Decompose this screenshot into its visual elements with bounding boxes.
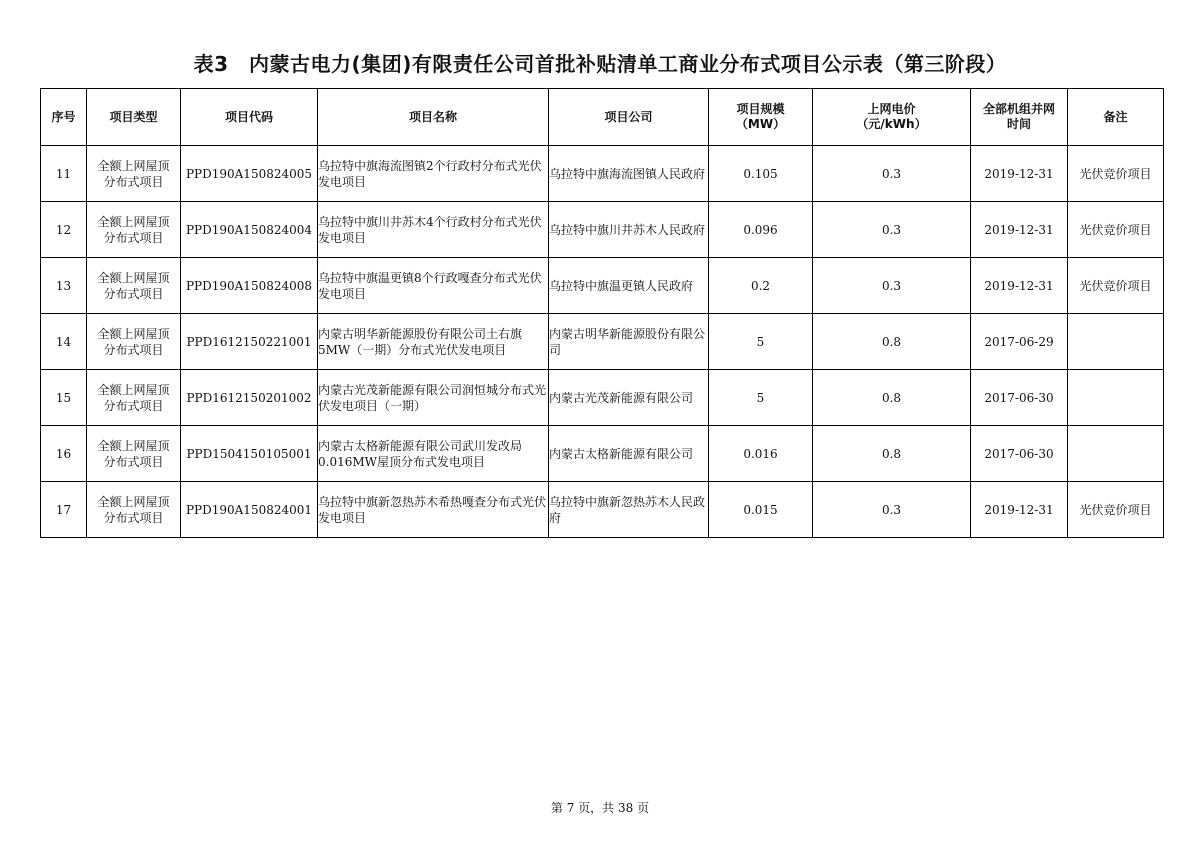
cell-type-line1: 全额上网屋顶 (97, 270, 170, 285)
cell-type (87, 146, 181, 202)
cell-code: PPD190A150824005 (181, 146, 318, 202)
cell-type (87, 370, 181, 426)
cell-price: 0.3 (813, 258, 971, 314)
header-row (41, 89, 1164, 146)
header-scale (709, 89, 813, 146)
cell-price: 0.3 (813, 482, 971, 538)
cell-code: PPD190A150824004 (181, 202, 318, 258)
cell-seq: 11 (41, 146, 87, 202)
cell-type-line1: 全额上网屋顶 (97, 382, 170, 397)
cell-seq: 17 (41, 482, 87, 538)
table-row (41, 370, 1164, 426)
cell-scale: 5 (709, 370, 813, 426)
cell-company: 内蒙古太格新能源有限公司 (549, 426, 709, 482)
cell-scale: 0.096 (709, 202, 813, 258)
project-table (40, 88, 1164, 538)
cell-name: 乌拉特中旗川井苏木4个行政村分布式光伏发电项目 (318, 202, 549, 258)
header-time-line2: 时间 (1006, 117, 1031, 131)
cell-seq: 12 (41, 202, 87, 258)
cell-scale: 0.016 (709, 426, 813, 482)
header-type: 项目类型 (87, 89, 181, 146)
cell-time: 2019-12-31 (971, 482, 1068, 538)
cell-scale: 0.2 (709, 258, 813, 314)
cell-time: 2017-06-30 (971, 370, 1068, 426)
cell-type (87, 258, 181, 314)
header-name: 项目名称 (318, 89, 549, 146)
cell-name: 乌拉特中旗海流图镇2个行政村分布式光伏发电项目 (318, 146, 549, 202)
page-footer: 第 7 页，共 38 页 (550, 801, 650, 815)
cell-type-line2: 分布式项目 (103, 454, 164, 469)
page-title: 表3 内蒙古电力(集团)有限责任公司首批补贴清单工商业分布式项目公示表（第三阶段） (193, 52, 1007, 76)
cell-company: 乌拉特中旗新忽热苏木人民政府 (549, 482, 709, 538)
table-row (41, 314, 1164, 370)
cell-type (87, 202, 181, 258)
cell-type-line1: 全额上网屋顶 (97, 326, 170, 341)
cell-note: 光伏竞价项目 (1068, 258, 1164, 314)
cell-name: 内蒙古太格新能源有限公司武川发改局0.016MW屋顶分布式发电项目 (318, 426, 549, 482)
header-code: 项目代码 (181, 89, 318, 146)
cell-seq: 13 (41, 258, 87, 314)
header-company: 项目公司 (549, 89, 709, 146)
header-price (813, 89, 971, 146)
table-row (41, 258, 1164, 314)
cell-type (87, 314, 181, 370)
cell-name: 内蒙古光茂新能源有限公司润恒城分布式光伏发电项目（一期） (318, 370, 549, 426)
cell-name: 乌拉特中旗温更镇8个行政嘎查分布式光伏发电项目 (318, 258, 549, 314)
cell-type-line2: 分布式项目 (103, 174, 164, 189)
cell-seq: 15 (41, 370, 87, 426)
table-row (41, 426, 1164, 482)
cell-note (1068, 314, 1164, 370)
cell-code: PPD190A150824001 (181, 482, 318, 538)
header-price-line2: （元/kWh） (856, 117, 927, 131)
cell-note (1068, 370, 1164, 426)
table-row (41, 202, 1164, 258)
cell-type-line2: 分布式项目 (103, 286, 164, 301)
header-seq: 序号 (41, 89, 87, 146)
cell-time: 2017-06-29 (971, 314, 1068, 370)
cell-type (87, 482, 181, 538)
header-scale-line2: （MW） (735, 117, 786, 131)
cell-note: 光伏竞价项目 (1068, 202, 1164, 258)
cell-scale: 0.105 (709, 146, 813, 202)
cell-type-line1: 全额上网屋顶 (97, 438, 170, 453)
cell-company: 内蒙古光茂新能源有限公司 (549, 370, 709, 426)
cell-price: 0.8 (813, 370, 971, 426)
cell-time: 2017-06-30 (971, 426, 1068, 482)
cell-price: 0.3 (813, 202, 971, 258)
cell-price: 0.3 (813, 146, 971, 202)
cell-type-line2: 分布式项目 (103, 398, 164, 413)
cell-time: 2019-12-31 (971, 146, 1068, 202)
cell-seq: 14 (41, 314, 87, 370)
header-time (971, 89, 1068, 146)
cell-type (87, 426, 181, 482)
cell-time: 2019-12-31 (971, 258, 1068, 314)
cell-code: PPD1612150201002 (181, 370, 318, 426)
cell-type-line1: 全额上网屋顶 (97, 158, 170, 173)
cell-type-line1: 全额上网屋顶 (97, 494, 170, 509)
cell-type-line2: 分布式项目 (103, 510, 164, 525)
cell-note: 光伏竞价项目 (1068, 482, 1164, 538)
cell-company: 内蒙古明华新能源股份有限公司 (549, 314, 709, 370)
cell-note (1068, 426, 1164, 482)
cell-type-line2: 分布式项目 (103, 342, 164, 357)
cell-note: 光伏竞价项目 (1068, 146, 1164, 202)
cell-code: PPD1612150221001 (181, 314, 318, 370)
cell-seq: 16 (41, 426, 87, 482)
header-note: 备注 (1068, 89, 1164, 146)
header-time-line1: 全部机组并网 (982, 102, 1055, 116)
cell-company: 乌拉特中旗海流图镇人民政府 (549, 146, 709, 202)
cell-scale: 5 (709, 314, 813, 370)
cell-name: 内蒙古明华新能源股份有限公司土右旗5MW（一期）分布式光伏发电项目 (318, 314, 549, 370)
cell-price: 0.8 (813, 314, 971, 370)
cell-name: 乌拉特中旗新忽热苏木希热嘎查分布式光伏发电项目 (318, 482, 549, 538)
header-price-line1: 上网电价 (867, 102, 916, 116)
cell-type-line1: 全额上网屋顶 (97, 214, 170, 229)
cell-type-line2: 分布式项目 (103, 230, 164, 245)
cell-company: 乌拉特中旗温更镇人民政府 (549, 258, 709, 314)
table-row (41, 482, 1164, 538)
cell-time: 2019-12-31 (971, 202, 1068, 258)
cell-price: 0.8 (813, 426, 971, 482)
cell-scale: 0.015 (709, 482, 813, 538)
cell-code: PPD1504150105001 (181, 426, 318, 482)
table-row (41, 146, 1164, 202)
cell-code: PPD190A150824008 (181, 258, 318, 314)
cell-company: 乌拉特中旗川井苏木人民政府 (549, 202, 709, 258)
header-scale-line1: 项目规模 (736, 102, 785, 116)
